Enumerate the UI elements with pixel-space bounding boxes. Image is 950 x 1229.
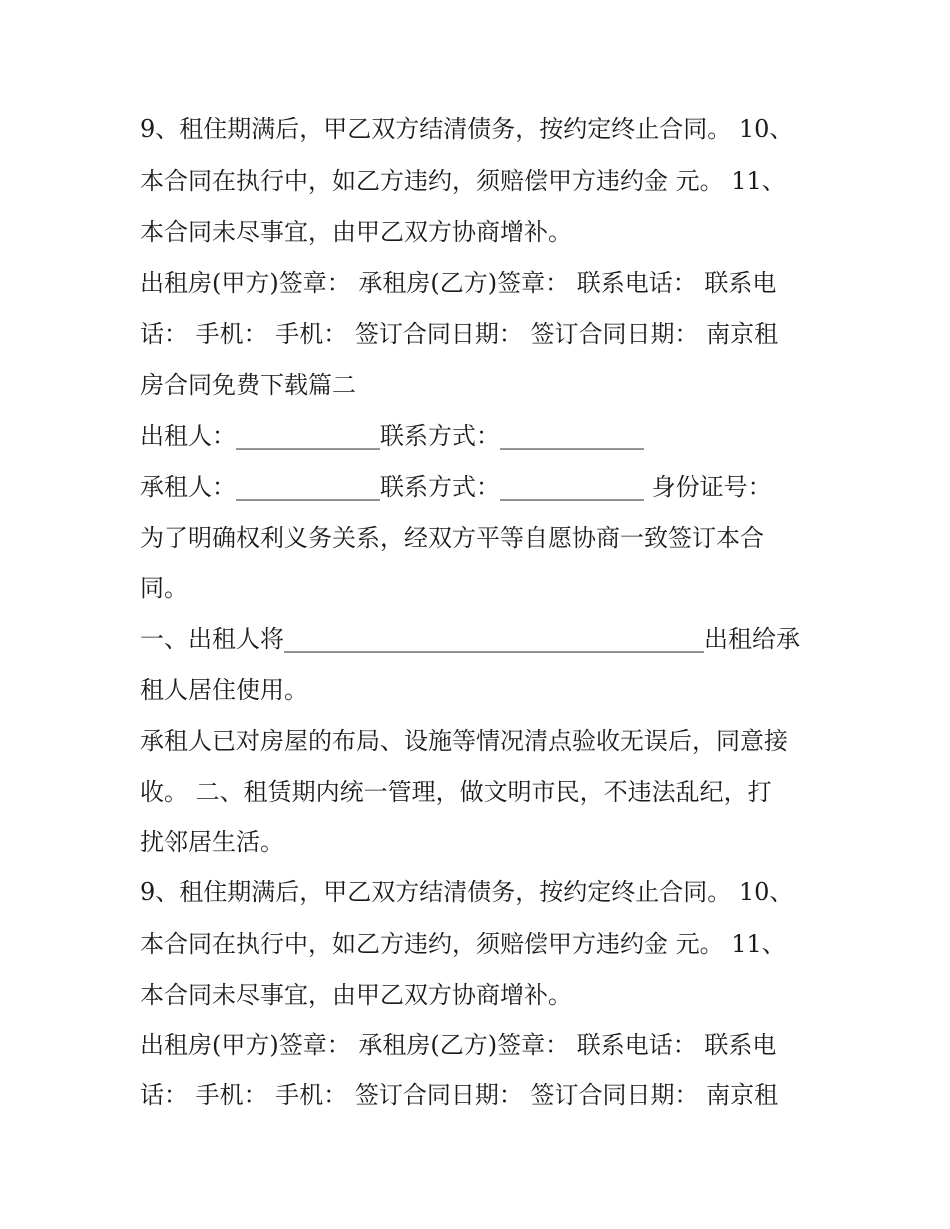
text-line: 为了明确权利义务关系，经双方平等自愿协商一致签订本合 (140, 524, 764, 552)
text-line: 扰邻居生活。 (140, 828, 284, 856)
text-line: 本合同未尽事宜，由甲乙双方协商增补。 (140, 218, 572, 246)
text-line: 承租人：____________联系方式：____________ 身份证号： (140, 473, 772, 501)
text-line: 9、租住期满后，甲乙双方结清债务，按约定终止合同。 10、 (140, 878, 794, 906)
text-line: 话： 手机： 手机： 签订合同日期： 签订合同日期： 南京租 (140, 320, 779, 348)
text-line: 出租房(甲方)签章： 承租房(乙方)签章： 联系电话： 联系电 (140, 1031, 777, 1059)
text-line: 本合同在执行中，如乙方违约，须赔偿甲方违约金 元。 11、 (140, 930, 786, 958)
text-line: 同。 (140, 574, 188, 602)
text-line: 租人居住使用。 (140, 676, 308, 704)
text-line: 本合同在执行中，如乙方违约，须赔偿甲方违约金 元。 11、 (140, 167, 786, 195)
text-line: 收。 二、租赁期内统一管理，做文明市民，不违法乱纪，打 (140, 778, 772, 806)
text-line: 房合同免费下载篇二 (140, 371, 356, 399)
text-line: 本合同未尽事宜，由甲乙双方协商增补。 (140, 981, 572, 1009)
text-line: 出租人：____________联系方式：____________ (140, 422, 644, 450)
text-line: 承租人已对房屋的布局、设施等情况清点验收无误后，同意接 (140, 727, 788, 755)
text-line: 9、租住期满后，甲乙双方结清债务，按约定终止合同。 10、 (140, 115, 794, 143)
text-line: 话： 手机： 手机： 签订合同日期： 签订合同日期： 南京租 (140, 1081, 779, 1109)
text-line: 出租房(甲方)签章： 承租房(乙方)签章： 联系电话： 联系电 (140, 269, 777, 297)
text-line: 一、出租人将___________________________________出租给承 (140, 625, 800, 653)
